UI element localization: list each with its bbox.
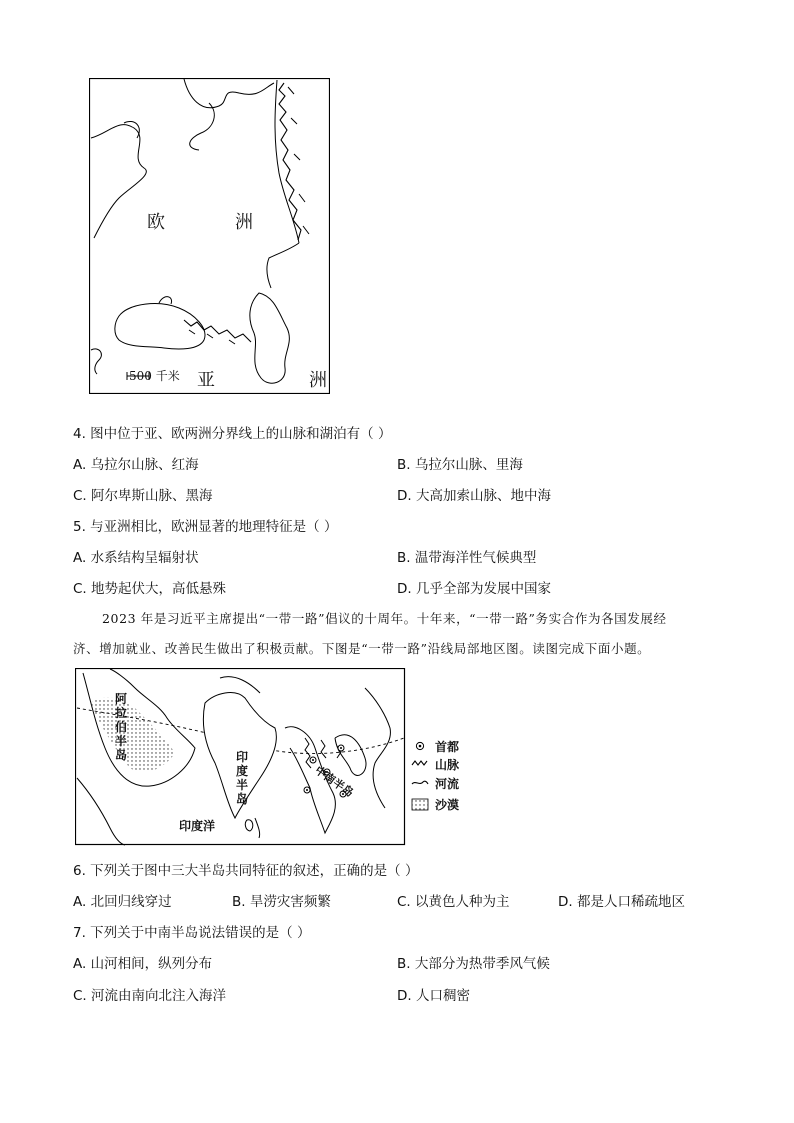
label-arabian-peninsula (115, 692, 129, 762)
question-7-option-b[interactable]: B. 大部分为热带季风气候 (397, 956, 550, 972)
question-6-option-c[interactable]: C. 以黄色人种为主 (397, 894, 510, 910)
map-label-asia: 亚 (197, 370, 215, 391)
legend-capital-label: 首都 (435, 740, 460, 754)
label-indochina: 中南半岛 (312, 763, 356, 800)
intro-line-1: 2023 年是习近平主席提出“一带一路”倡议的十周年。十年来，“一带一路”务实合作为各国发展经 (102, 611, 667, 626)
question-4-option-d[interactable]: D. 大高加索山脉、地中海 (397, 488, 551, 504)
map-label-scale: 500 千米 (129, 369, 180, 383)
map-label-europe-1: 欧 (147, 212, 165, 233)
question-5-option-b[interactable]: B. 温带海洋性气候典型 (397, 550, 537, 566)
question-7-option-d[interactable]: D. 人口稠密 (397, 988, 470, 1004)
question-5-option-c[interactable]: C. 地势起伏大，高低悬殊 (73, 581, 227, 597)
map-label-europe-2: 洲 (235, 212, 253, 233)
question-7-option-a[interactable]: A. 山河相间，纵列分布 (73, 956, 213, 972)
question-7-stem: 7. 下列关于中南半岛说法错误的是（ ） (73, 925, 311, 941)
label-arabia-char-2: 拉 (115, 706, 128, 720)
label-arabia-char-3: 伯 (115, 720, 128, 734)
belt-road-map (75, 668, 465, 848)
question-5-option-d[interactable]: D. 几乎全部为发展中国家 (397, 581, 551, 597)
question-6-option-d[interactable]: D. 都是人口稀疏地区 (558, 894, 685, 910)
intro-line-2: 济、增加就业、改善民生做出了积极贡献。下图是“一带一路”沿线局部地区图。读图完成下面小题。 (73, 641, 651, 656)
label-india-char-4: 岛 (236, 792, 249, 806)
label-arabia-char-5: 岛 (115, 748, 128, 762)
question-6-option-a[interactable]: A. 北回归线穿过 (73, 894, 172, 910)
question-4-option-c[interactable]: C. 阿尔卑斯山脉、黑海 (73, 488, 213, 504)
label-indian-peninsula (236, 750, 250, 806)
question-6-stem: 6. 下列关于图中三大半岛共同特征的叙述，正确的是（ ） (73, 863, 419, 879)
question-5-stem: 5. 与亚洲相比，欧洲显著的地理特征是（ ） (73, 519, 338, 535)
question-7-option-c[interactable]: C. 河流由南向北注入海洋 (73, 988, 227, 1004)
label-arabia-char-4: 半 (115, 734, 128, 748)
legend-mountain-label: 山脉 (435, 758, 460, 772)
question-4-option-a[interactable]: A. 乌拉尔山脉、红海 (73, 457, 199, 473)
question-4-stem: 4. 图中位于亚、欧两洲分界线上的山脉和湖泊有（ ） (73, 426, 392, 442)
europe-map-drawing (89, 78, 330, 394)
label-arabia-char-1: 阿 (115, 692, 128, 706)
label-india-char-3: 半 (236, 778, 249, 792)
question-6-option-b[interactable]: B. 旱涝灾害频繁 (232, 894, 331, 910)
map-label-asia-2: 洲 (309, 370, 327, 391)
label-indian-ocean: 印度洋 (179, 819, 216, 833)
europe-map (89, 78, 330, 394)
label-india-char-2: 度 (236, 764, 249, 778)
label-india-char-1: 印 (236, 750, 249, 764)
question-4-option-b[interactable]: B. 乌拉尔山脉、里海 (397, 457, 523, 473)
belt-road-map-drawing (75, 668, 465, 848)
question-5-option-a[interactable]: A. 水系结构呈辐射状 (73, 550, 199, 566)
legend-desert-label: 沙漠 (435, 798, 460, 812)
legend-river-label: 河流 (435, 777, 460, 791)
